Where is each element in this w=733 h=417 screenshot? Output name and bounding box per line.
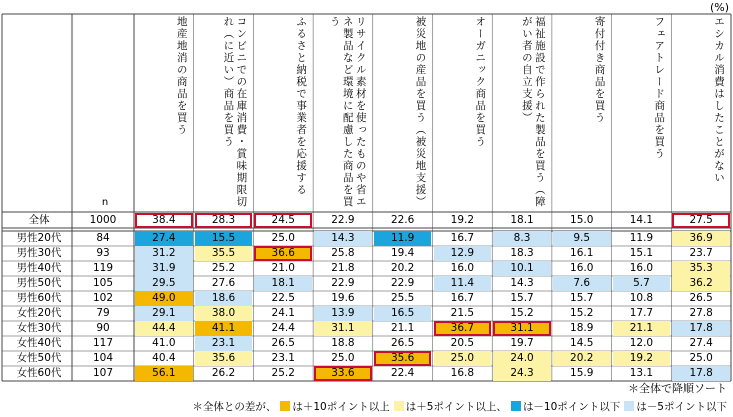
value-cell: 20.5 [450, 337, 475, 349]
sample-size-cell: 90 [96, 322, 110, 334]
value-cell: 8.3 [493, 231, 551, 246]
value-cell: 38.4 [135, 213, 193, 228]
value-cell: 22.6 [390, 214, 415, 226]
value-cell: 18.8 [331, 337, 355, 349]
value-cell: 44.4 [135, 321, 193, 336]
value-cell: 18.1 [254, 276, 312, 291]
value-cell: 21.1 [390, 322, 415, 334]
value-cell: 23.7 [689, 247, 713, 259]
value-cell: 35.3 [672, 261, 730, 276]
column-header: 被災地の産品を買う（被災地支援） [414, 16, 427, 208]
column-header: 寄付付き商品を買う [593, 16, 606, 124]
value-cell: 28.3 [195, 213, 253, 228]
legend-text-plus10: は＋10ポイント以上 [292, 400, 390, 413]
value-cell: 11.4 [434, 276, 492, 291]
legend-text-minus10: は－10ポイント以下 [522, 400, 621, 413]
value-cell: 24.1 [271, 307, 295, 319]
legend-swatch-plus5 [394, 401, 404, 411]
column-header: 福祉施設で作られた製品を買う（障がい者の自立支援） [520, 16, 546, 208]
value-cell: 14.3 [314, 231, 372, 246]
value-cell: 15.2 [570, 307, 594, 319]
value-cell: 31.2 [135, 246, 193, 261]
value-cell: 22.9 [331, 214, 355, 226]
value-cell: 20.2 [553, 351, 611, 366]
value-cell: 17.8 [672, 321, 730, 336]
value-cell: 27.4 [689, 337, 713, 349]
sample-size-cell: 79 [96, 307, 110, 319]
value-cell: 24.4 [271, 322, 295, 334]
value-cell: 35.5 [195, 246, 253, 261]
column-header: エシカル消費はしたことがない [712, 16, 725, 184]
value-cell: 18.6 [195, 291, 253, 306]
value-cell: 16.5 [374, 306, 432, 321]
value-cell: 31.1 [314, 321, 372, 336]
sample-size-cell: 107 [92, 367, 114, 379]
sample-size-cell: 93 [96, 247, 110, 259]
sample-size-cell: 119 [92, 262, 114, 274]
value-cell: 23.1 [195, 336, 253, 351]
value-cell: 17.8 [672, 366, 730, 381]
column-header: 地産地消の商品を買う [175, 16, 188, 136]
value-cell: 18.3 [510, 247, 534, 259]
value-cell: 16.7 [450, 232, 475, 244]
value-cell: 38.0 [195, 306, 253, 321]
value-cell: 25.2 [211, 262, 236, 274]
value-cell: 19.7 [510, 337, 534, 349]
value-cell: 15.1 [629, 247, 654, 259]
value-cell: 26.5 [271, 337, 295, 349]
value-cell: 25.2 [271, 367, 295, 379]
row-label: 男性20代 [16, 232, 62, 244]
value-cell: 22.5 [271, 292, 295, 304]
value-cell: 21.1 [613, 321, 671, 336]
value-cell: 24.0 [493, 351, 551, 366]
sample-size-cell: 1000 [89, 214, 117, 226]
value-cell: 22.9 [331, 277, 355, 289]
value-cell: 13.9 [314, 306, 372, 321]
value-cell: 14.3 [510, 277, 534, 289]
value-cell: 24.3 [493, 366, 551, 381]
sample-size-cell: 104 [92, 352, 114, 364]
value-cell: 40.4 [152, 352, 176, 364]
value-cell: 36.6 [254, 246, 312, 261]
sample-size-cell: 102 [92, 292, 114, 304]
sample-size-cell: 117 [92, 337, 114, 349]
value-cell: 25.5 [390, 292, 415, 304]
row-label: 男性40代 [16, 262, 62, 274]
value-cell: 22.4 [390, 367, 415, 379]
row-label: 女性40代 [16, 337, 62, 349]
value-cell: 26.5 [390, 337, 415, 349]
value-cell: 14.1 [629, 214, 654, 226]
value-cell: 27.5 [672, 213, 730, 228]
value-cell: 10.8 [629, 292, 654, 304]
column-header: リサイクル素材を使ったものや省エネ製品など環境に配慮した商品を買う [328, 16, 367, 208]
value-cell: 24.5 [254, 213, 312, 228]
value-cell: 18.1 [510, 214, 534, 226]
value-cell: 21.0 [271, 262, 295, 274]
value-cell: 25.0 [331, 352, 355, 364]
legend-swatch-minus10 [511, 401, 521, 411]
value-cell: 25.0 [689, 352, 713, 364]
value-cell: 15.7 [510, 292, 534, 304]
value-cell: 27.4 [135, 231, 193, 246]
value-cell: 35.6 [195, 351, 253, 366]
legend [192, 399, 727, 413]
value-cell: 29.5 [135, 276, 193, 291]
value-cell: 12.9 [434, 246, 492, 261]
value-cell: 13.1 [629, 367, 654, 379]
value-cell: 29.1 [135, 306, 193, 321]
value-cell: 11.9 [629, 232, 654, 244]
value-cell: 16.1 [570, 247, 594, 259]
value-cell: 21.8 [331, 262, 355, 274]
value-cell: 16.0 [570, 262, 594, 274]
value-cell: 35.6 [374, 351, 432, 366]
value-cell: 21.5 [450, 307, 475, 319]
value-cell: 36.9 [672, 231, 730, 246]
row-label: 女性30代 [16, 322, 62, 334]
legend-text-minus5: は－5ポイント以下 [636, 400, 727, 413]
value-cell: 7.6 [553, 276, 611, 291]
row-label: 女性60代 [16, 367, 62, 379]
row-label: 全体 [28, 214, 50, 226]
value-cell: 27.6 [211, 277, 236, 289]
value-cell: 16.0 [450, 262, 475, 274]
value-cell: 15.5 [195, 231, 253, 246]
column-header: ふるさと納税で事業者を応援する [295, 16, 308, 196]
row-label: 女性20代 [16, 307, 62, 319]
value-cell: 19.2 [450, 214, 475, 226]
column-header: コンビニでの在庫消費・賞味期限切れ（に近い）商品を買う [222, 16, 248, 208]
legend-text-plus5: は＋5ポイント以上、 [405, 400, 507, 413]
value-cell: 41.0 [152, 337, 176, 349]
value-cell: 31.9 [135, 261, 193, 276]
value-cell: 23.1 [271, 352, 295, 364]
row-label: 女性50代 [16, 352, 62, 364]
value-cell: 36.7 [434, 321, 492, 336]
legend-prefix: ＊全体との差が、 [192, 400, 277, 413]
legend-swatch-plus10 [280, 401, 290, 411]
value-cell: 19.2 [613, 351, 671, 366]
value-cell: 11.9 [374, 231, 432, 246]
n-column-header: n [101, 197, 109, 208]
value-cell: 12.0 [629, 337, 654, 349]
value-cell: 18.9 [570, 322, 594, 334]
value-cell: 19.6 [331, 292, 355, 304]
value-cell: 15.0 [570, 214, 594, 226]
value-cell: 22.9 [390, 277, 415, 289]
value-cell: 15.7 [570, 292, 594, 304]
value-cell: 16.7 [450, 292, 475, 304]
value-cell: 9.5 [553, 231, 611, 246]
value-cell: 56.1 [135, 366, 193, 381]
value-cell: 27.8 [689, 307, 713, 319]
value-cell: 14.5 [570, 337, 594, 349]
unit-label: (%) [709, 1, 729, 14]
sort-note: ＊全体で降順ソート [628, 382, 727, 395]
value-cell: 15.2 [510, 307, 534, 319]
value-cell: 19.4 [390, 247, 415, 259]
value-cell: 15.9 [570, 367, 594, 379]
value-cell: 26.5 [689, 292, 713, 304]
value-cell: 26.2 [211, 367, 236, 379]
column-header: オーガニック商品を買う [474, 16, 487, 148]
sample-size-cell: 105 [92, 277, 114, 289]
value-cell: 16.0 [629, 262, 654, 274]
row-label: 男性30代 [16, 247, 62, 259]
column-header: フェアトレード商品を買う [653, 16, 666, 160]
value-cell: 20.2 [390, 262, 415, 274]
row-label: 男性60代 [16, 292, 62, 304]
value-cell: 5.7 [613, 276, 671, 291]
value-cell: 10.1 [493, 261, 551, 276]
value-cell: 33.6 [314, 366, 372, 381]
value-cell: 17.7 [629, 307, 654, 319]
value-cell: 25.0 [434, 351, 492, 366]
legend-swatch-minus5 [624, 401, 634, 411]
row-label: 男性50代 [16, 277, 62, 289]
value-cell: 25.0 [271, 232, 295, 244]
value-cell: 41.1 [195, 321, 253, 336]
value-cell: 31.1 [493, 321, 551, 336]
value-cell: 36.2 [672, 276, 730, 291]
sample-size-cell: 84 [96, 232, 110, 244]
value-cell: 49.0 [135, 291, 193, 306]
value-cell: 16.8 [450, 367, 475, 379]
value-cell: 25.8 [331, 247, 355, 259]
